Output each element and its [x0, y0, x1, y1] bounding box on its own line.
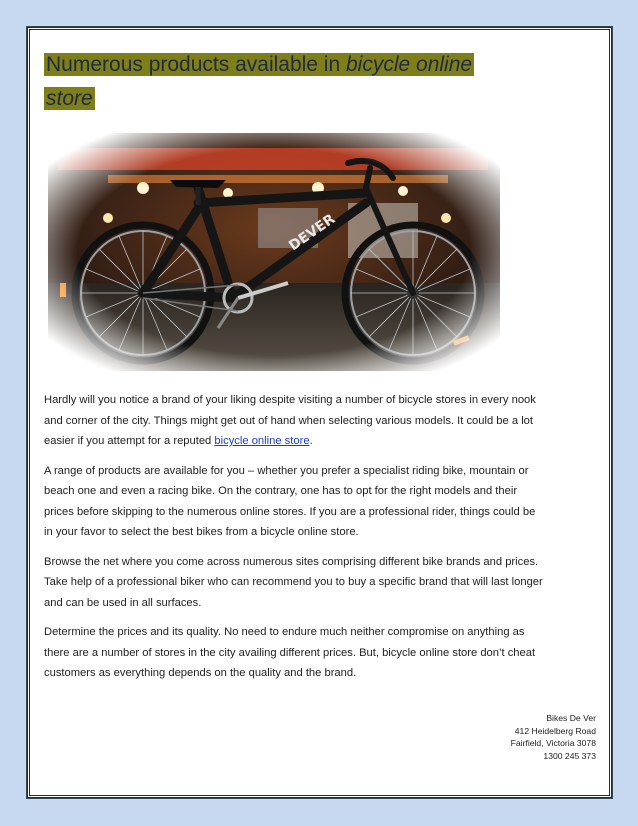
paragraph-1-text: Hardly will you notice a brand of your liking despite visiting a number of bicycle stores in every nook and corner of the city. Things might get out of hand when selecting various models. It could be a lot easier if you attempt for a reputed [44, 394, 536, 447]
paragraph-1 [44, 390, 544, 452]
title-italic-text: bicycle online store [46, 53, 473, 110]
city-address: Fairfield, Victoria 3078 [510, 738, 596, 748]
bicycle-online-store-link[interactable]: bicycle online store [214, 435, 310, 447]
street-address: 412 Heidelberg Road [514, 725, 596, 736]
page-title [44, 48, 484, 116]
paragraph-1-end: . [309, 435, 313, 447]
title-text: Numerous products available in [46, 53, 346, 76]
paragraph-3: Browse the net where you come across numerous sites comprising different bike brands and prices. Take help of a professional biker who can recommend you to buy a specific brand that will last longer and can be used in all surfaces. [44, 555, 543, 609]
title-highlight [44, 53, 474, 110]
paragraph-2: A range of products are available for you – whether you prefer a specialist riding bike, mountain or beach one and even a racing bike. On the contrary, one has to opt for the right models and their prices before skipping to the numerous online stores. If you are a professional rider, things could be in your favor to select the best bikes from a bicycle online store. [44, 464, 536, 538]
bicycle-photo [48, 133, 500, 371]
contact-address [511, 712, 596, 762]
phone-number: 1300 245 373 [543, 750, 596, 761]
paragraph-4: Determine the prices and its quality. No need to endure much neither compromise on anything as there are a number of stores in the city availing different prices. But, bicycle online store don’t cheat customers as everything depends on the quality and the brand. [44, 626, 536, 679]
article-body [44, 390, 544, 693]
business-name: Bikes De Ver [546, 713, 596, 723]
